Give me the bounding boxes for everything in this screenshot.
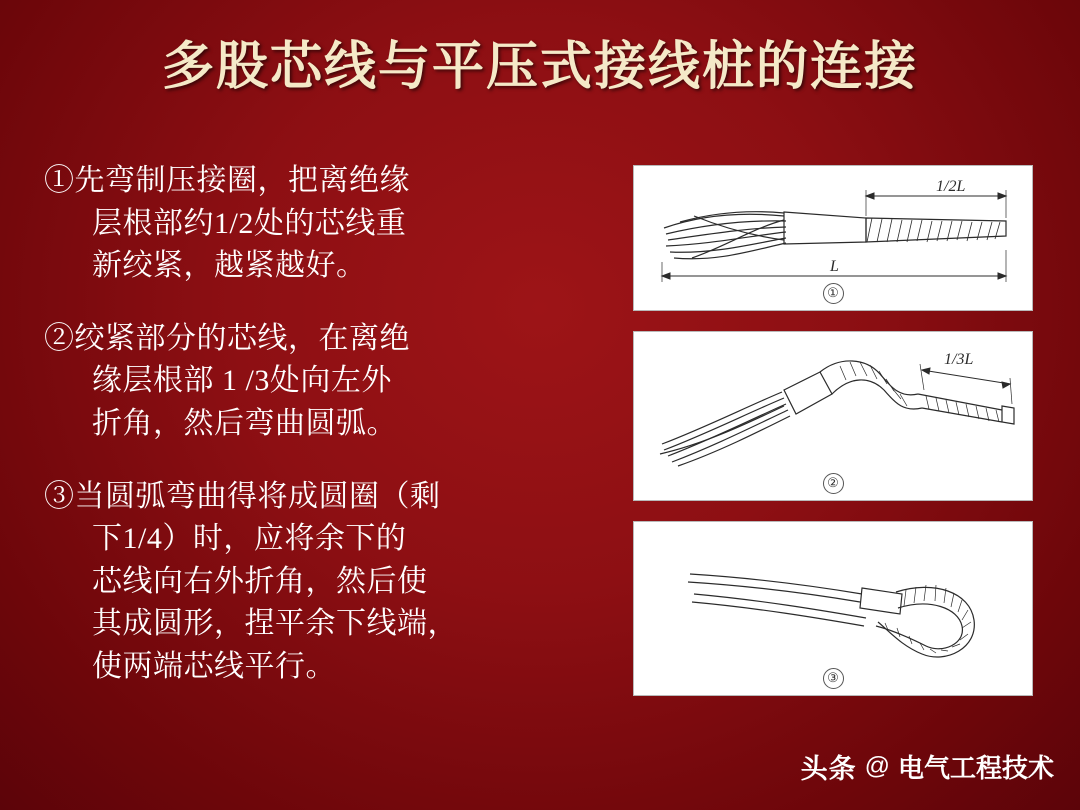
figure-1-label-2: L [830, 258, 839, 275]
figure-2-caption-text: ② [823, 473, 844, 494]
step-line: 芯线向右外折角，然后使 [92, 564, 428, 598]
figure-2 [633, 331, 1033, 501]
step-line: 使两端芯线平行。 [92, 649, 336, 683]
step-line: 下1/4）时，应将余下的 [92, 522, 407, 556]
figure-1 [633, 165, 1033, 311]
figure-2-caption [634, 472, 1032, 494]
step-line: 缘层根部 1 /3处向左外 [92, 364, 392, 398]
figure-1-label-1: 1/2L [936, 178, 966, 195]
step-line: 其成圆形，捏平余下线端， [92, 607, 458, 641]
list-item [44, 160, 604, 288]
step-line: 新绞紧，越紧越好。 [92, 249, 367, 283]
figure-3-caption-text: ③ [823, 668, 844, 689]
step-line: 层根部约1/2处的芯线重 [92, 206, 407, 240]
steps-list [44, 160, 604, 719]
footer-watermark [801, 747, 1054, 786]
figure-3-caption [634, 667, 1032, 689]
figure-3 [633, 521, 1033, 696]
step-lead: ①先弯制压接圈，把离绝缘 [44, 164, 410, 197]
step-lead: ③当圆弧弯曲得将成圆圈（剩 [44, 479, 441, 513]
account-label: 电气工程技术 [897, 754, 1054, 783]
list-item [44, 318, 604, 446]
brand-label: 头条 [800, 754, 857, 784]
step-line: 折角，然后弯曲圆弧。 [92, 406, 397, 440]
figure-1-caption-text: ① [823, 283, 844, 304]
at-symbol: @ [864, 752, 890, 780]
figure-column [633, 165, 1033, 716]
step-lead: ②绞紧部分的芯线，在离绝 [44, 321, 410, 355]
figure-2-label-1: 1/3L [944, 351, 974, 368]
page-title: 多股芯线与平压式接线桩的连接 [161, 39, 918, 96]
list-item [44, 476, 604, 689]
figure-1-caption [634, 282, 1032, 304]
